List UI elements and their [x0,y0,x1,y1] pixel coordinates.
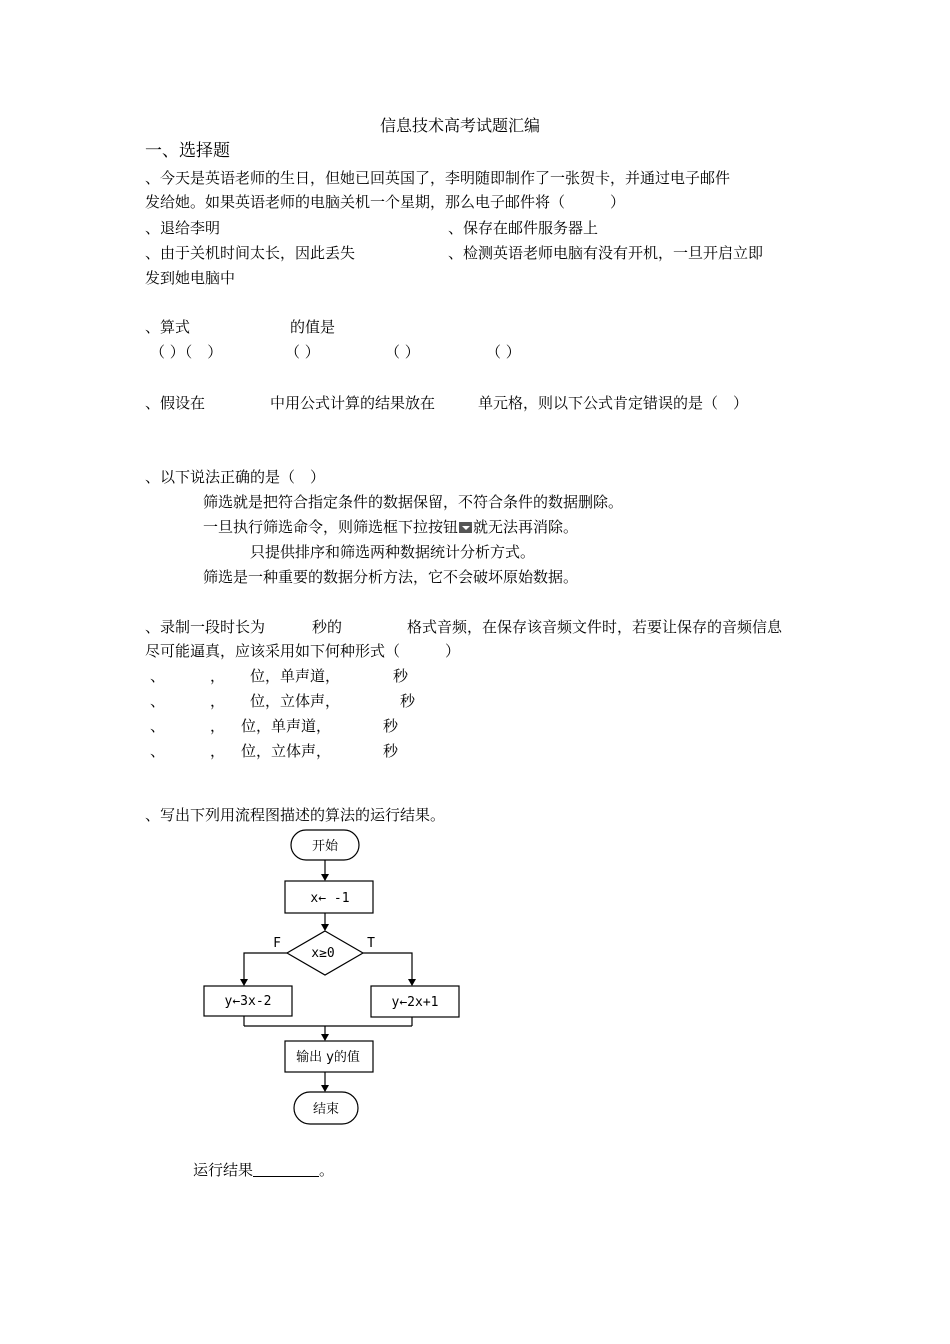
q5-option-a-sec: 秒 [393,667,409,685]
q5-option-a-comma: ， [210,667,226,685]
q1-option-b: 、保存在邮件服务器上 [448,219,599,237]
q1-stem-line1: 、今天是英语老师的生日，但她已回英国了，李明随即制作了一张贺卡，并通过电子邮件 [145,169,731,187]
q5-option-d-bits: 位，立体声， [241,742,332,760]
flowchart-true-branch-label: y←2x+1 [391,995,439,1010]
q6-answer-line [193,1160,334,1180]
q5-option-b-mark: 、 [150,692,166,710]
flowchart-condition-label: x≥0 [311,946,335,961]
q4-stem: 、以下说法正确的是（ ） [145,468,326,486]
q2-stem-part-a: 、算式 [145,318,191,336]
q1-option-a: 、退给李明 [145,219,221,237]
q5-stem-part-c: 格式音频，在保存该音频文件时，若要让保存的音频信息 [407,618,783,636]
q5-option-d-mark: 、 [150,742,166,760]
q4-option-b-pre: 一旦执行筛选命令，则筛选框下拉按钮 [203,518,459,536]
q5-option-c-mark: 、 [150,717,166,735]
q2-option-3: （ ） [385,343,420,361]
q5-option-b-comma: ， [210,692,226,710]
q5-option-a-mark: 、 [150,667,166,685]
flowchart-start-label: 开始 [311,839,339,854]
q5-option-c-bits: 位，单声道， [241,717,332,735]
q2-option-2: （ ） [285,343,320,361]
q5-option-b-sec: 秒 [400,692,416,710]
flowchart-output-label: 输出 y的值 [296,1050,360,1065]
flowchart-false-branch-label: y←3x-2 [224,994,272,1009]
q6-stem: 、写出下列用流程图描述的算法的运行结果。 [145,806,446,824]
q3-stem-part-b: 中用公式计算的结果放在 [270,394,436,412]
q5-option-d-sec: 秒 [383,742,399,760]
flowchart-false-label: F [273,936,281,951]
q4-option-d: 筛选是一种重要的数据分析方法，它不会破坏原始数据。 [203,568,579,586]
flowchart-assign-label: x← -1 [310,891,350,906]
q5-stem-part-a: 、录制一段时长为 [145,618,266,636]
q3-stem-part-c: 单元格，则以下公式肯定错误的是（ ） [478,394,749,412]
q4-option-c: 只提供排序和筛选两种数据统计分析方式。 [250,543,536,561]
flowchart-end-label: 结束 [312,1102,340,1117]
flowchart-edge-true [363,953,412,985]
q2-option-4: （ ） [486,343,521,361]
flowchart-edge-false [244,953,287,985]
q5-stem-part-b: 秒的 [312,618,343,636]
q2-stem-part-b: 的值是 [290,318,336,336]
q4-option-b-post: 就无法再消除。 [473,518,579,536]
q2-option-1: （ ）（ ） [150,343,223,361]
q1-option-c: 、由于关机时间太长，因此丢失 [145,244,356,262]
flowchart-true-label: T [367,936,375,951]
q5-option-c-sec: 秒 [383,717,399,735]
q1-option-d-line1: 、检测英语老师电脑有没有开机，一旦开启立即 [448,244,764,262]
q4-option-a: 筛选就是把符合指定条件的数据保留，不符合条件的数据删除。 [203,493,624,511]
q5-option-c-comma: ， [210,717,226,735]
q5-option-d-comma: ， [210,742,226,760]
q6-answer-blank [253,1162,319,1177]
q5-option-b-bits: 位，立体声， [250,692,341,710]
q5-option-a-bits: 位，单声道， [250,667,341,685]
q1-stem-line2: 发给她。如果英语老师的电脑关机一个星期，那么电子邮件将（ ） [145,193,626,211]
q6-answer-end: 。 [319,1161,335,1179]
q3-stem-part-a: 、假设在 [145,394,206,412]
q6-answer-label: 运行结果 [193,1161,254,1179]
q1-option-d-line2: 发到她电脑中 [145,269,236,287]
q5-stem-line2: 尽可能逼真，应该采用如下何种形式（ ） [145,642,461,660]
section-heading: 一、选择题 [145,141,230,161]
document-title: 信息技术高考试题汇编 [380,116,541,135]
